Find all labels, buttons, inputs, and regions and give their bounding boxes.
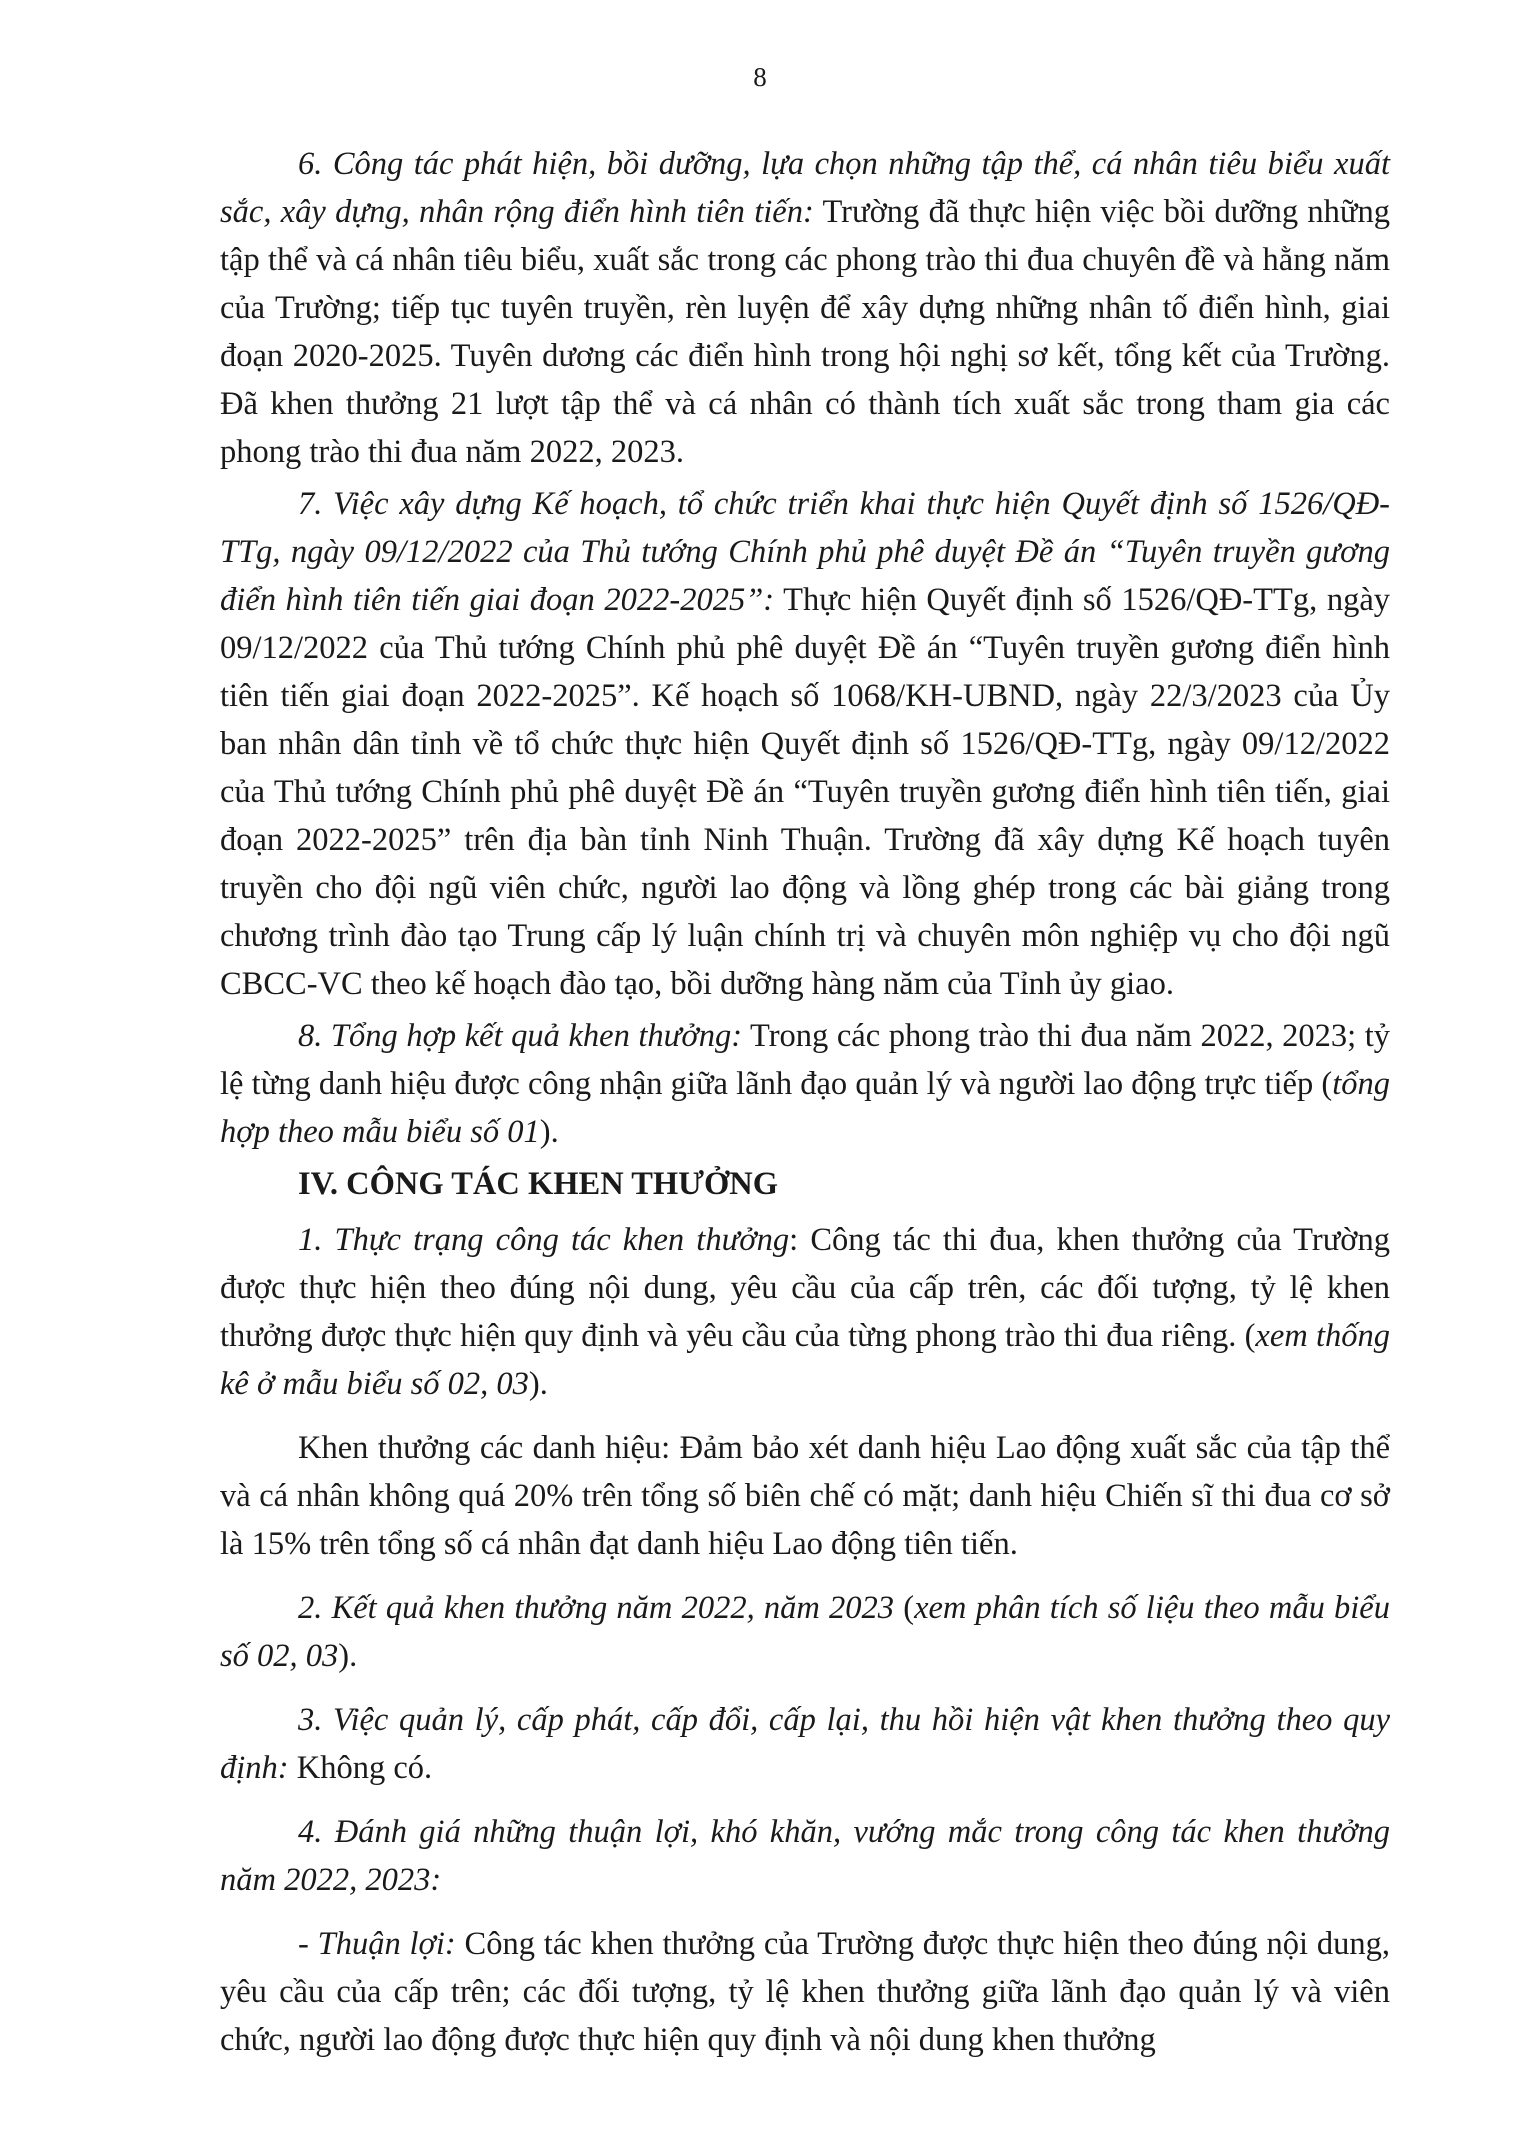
paragraph-lead: 2. Kết quả khen thưởng năm 2022, năm 2023 (298, 1590, 895, 1626)
section-paragraph-3 (220, 1696, 1390, 1792)
section-heading: IV. CÔNG TÁC KHEN THƯỞNG (298, 1166, 779, 1202)
section-paragraph-2 (220, 1584, 1390, 1680)
paragraph-italic-note: xem thống kê ở mẫu biểu số 02, 03 (220, 1318, 1390, 1402)
paragraph-text: Công tác khen thưởng của Trường được thực hiện theo đúng nội dung, yêu cầu của cấp trên; các đối tượng, tỷ lệ khen thưởng giữa lãnh đạo quản lý và viên chức, người lao động được thực hiện quy định và nội dung khen thưởng (220, 1926, 1390, 2058)
paragraph-tail: ). (338, 1638, 358, 1674)
paragraph-text: Khen thưởng các danh hiệu: Đảm bảo xét danh hiệu Lao động xuất sắc của tập thể và cá nhân không quá 20% trên tổng số biên chế có mặt; danh hiệu Chiến sĩ thi đua cơ sở là 15% trên tổng số cá nhân đạt danh hiệu Lao động tiên tiến. (220, 1430, 1390, 1562)
paragraph-lead: 7. Việc xây dựng Kế hoạch, tổ chức triển khai thực hiện Quyết định số 1526/QĐ-TTg, ngày 09/12/2022 của Thủ tướng Chính phủ phê duyệt Đề án “Tuyên truyền gương điển hình tiên tiến giai đoạn 2022-2025”: (220, 486, 1390, 618)
paragraph-tail: ). (539, 1114, 559, 1150)
paragraph-text: : Công tác thi đua, khen thưởng của Trường được thực hiện theo đúng nội dung, yêu cầu của cấp trên, các đối tượng, tỷ lệ khen thưởng được thực hiện quy định và yêu cầu của từng phong trào thi đua riêng. ( (220, 1222, 1390, 1354)
paragraph-italic-note: xem phân tích số liệu theo mẫu biểu số 02, 03 (220, 1590, 1390, 1674)
paragraph-tail: ). (528, 1366, 548, 1402)
paragraph-lead: 6. Công tác phát hiện, bồi dưỡng, lựa chọn những tập thể, cá nhân tiêu biểu xuất sắc, xây dựng, nhân rộng điển hình tiên tiến: (220, 146, 1390, 230)
paragraph-6 (220, 140, 1390, 476)
paragraph-7 (220, 480, 1390, 1008)
paragraph-text: Thực hiện Quyết định số 1526/QĐ-TTg, ngày 09/12/2022 của Thủ tướng Chính phủ phê duyệt Đề án “Tuyên truyền gương điển hình tiên tiến giai đoạn 2022-2025”. Kế hoạch số 1068/KH-UBND, ngày 22/3/2023 của Ủy ban nhân dân tỉnh về tổ chức thực hiện Quyết định số 1526/QĐ-TTg, ngày 09/12/2022 của Thủ tướng Chính phủ phê duyệt Đề án “Tuyên truyền gương điển hình tiên tiến, giai đoạn 2022-2025” trên địa bàn tỉnh Ninh Thuận. Trường đã xây dựng Kế hoạch tuyên truyền cho đội ngũ viên chức, người lao động và lồng ghép trong các bài giảng trong chương trình đào tạo Trung cấp lý luận chính trị và chuyên môn nghiệp vụ cho đội ngũ CBCC-VC theo kế hoạch đào tạo, bồi dưỡng hàng năm của Tỉnh ủy giao. (220, 582, 1390, 1002)
paragraph-text: Không có. (288, 1750, 433, 1786)
paragraph-text: ( (894, 1590, 915, 1626)
section-paragraph-1 (220, 1216, 1390, 1408)
paragraph-lead: 3. Việc quản lý, cấp phát, cấp đổi, cấp lại, thu hồi hiện vật khen thưởng theo quy định: (220, 1702, 1390, 1786)
section-paragraph-awards (220, 1424, 1390, 1568)
section-paragraph-advantages (220, 1920, 1390, 2064)
paragraph-lead: 8. Tổng hợp kết quả khen thưởng: (298, 1018, 743, 1054)
paragraph-8 (220, 1012, 1390, 1156)
paragraph-italic-note: tổng hợp theo mẫu biểu số 01 (220, 1066, 1390, 1150)
paragraph-lead: - Thuận lợi: (298, 1926, 456, 1962)
paragraph-lead: 1. Thực trạng công tác khen thưởng (298, 1222, 790, 1258)
paragraph-lead: 4. Đánh giá những thuận lợi, khó khăn, vướng mắc trong công tác khen thưởng năm 2022, 2023: (220, 1814, 1390, 1898)
section-paragraph-4 (220, 1808, 1390, 1904)
paragraph-text: Trong các phong trào thi đua năm 2022, 2023; tỷ lệ từng danh hiệu được công nhận giữa lãnh đạo quản lý và người lao động trực tiếp ( (220, 1018, 1390, 1102)
page-number: 8 (753, 62, 767, 92)
document-body (220, 140, 1390, 2080)
paragraph-text: Trường đã thực hiện việc bồi dưỡng những tập thể và cá nhân tiêu biểu, xuất sắc trong các phong trào thi đua chuyên đề và hằng năm của Trường; tiếp tục tuyên truyền, rèn luyện để xây dựng những nhân tố điển hình, giai đoạn 2020-2025. Tuyên dương các điển hình trong hội nghị sơ kết, tổng kết của Trường. Đã khen thưởng 21 lượt tập thể và cá nhân có thành tích xuất sắc trong tham gia các phong trào thi đua năm 2022, 2023. (220, 194, 1390, 470)
